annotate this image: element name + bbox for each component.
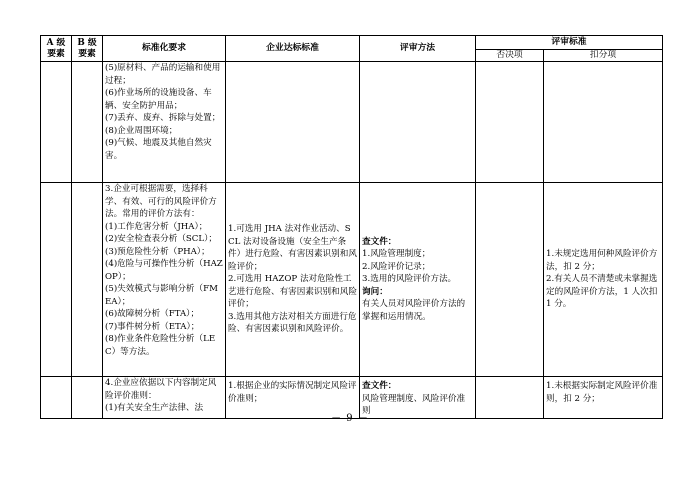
header-deduction-item: 扣分项 [544,50,663,62]
standards-table [40,35,663,419]
a-element-cell [41,183,72,377]
header-veto-item: 否决项 [476,50,544,62]
enterprise-standard-cell: 1.可选用 JHA 法对作业活动、SCL 法对设备设施（安全生产条件）进行危险、有害因素识别和风险评价； 2.可选用 HAZOP 法对危险性工艺进行危险、有害因素识别和风险评价； 3.选用其他方法对相关方面进行危险、有害因素识别和风险评价。 [226,183,360,377]
b-element-cell [72,62,103,183]
a-element-cell [41,62,72,183]
standard-requirement-cell: (5)原材料、产品的运输和使用过程； (6)作业场所的设施设备、车辆、安全防护用品； (7)丢弃、废弃、拆除与处置； (8)企业周围环境； (9)气候、地震及其他自然灾害。 [103,62,226,183]
method-label-inquiry: 询问： [362,286,388,297]
header-standard-requirement: 标准化要求 [103,36,226,62]
header-enterprise-standard: 企业达标标准 [226,36,360,62]
standard-requirement-cell: 3.企业可根据需要，选择科学、有效、可行的风险评价方法。常用的评价方法有： (1)工作危害分析（JHA）； (2)安全检查表分析（SCL）； (3)预危险性分析（PHA）； (4)危险与可操作性分析（HAZOP）； (5)失效模式与影响分析（FMEA）； (6)故障树分析（FTA）； (7)事件树分析（ETA）； (8)作业条件危险性分析（LEC）等方法。 [103,183,226,377]
deduction-cell [544,62,663,183]
header-review-standard: 评审标准 [476,36,663,50]
page-number: － 9 － [331,413,369,424]
header-row [41,36,663,50]
method-body: 1.风险管理制度； 2.风险评价记录； 3.选用的风险评价方法。 [362,249,457,285]
standard-requirement-cell: 4.企业应依据以下内容制定风险评价准则： (1)有关安全生产法律、法 [103,377,226,419]
review-method-cell [360,62,476,183]
enterprise-standard-cell [226,62,360,183]
method-body-inquiry: 有关人员对风险评价方法的掌握和运用情况。 [362,299,466,322]
review-method-cell [360,183,476,377]
table-row [41,62,663,183]
method-label: 查文件： [362,236,397,247]
method-label: 查文件： [362,381,397,391]
deduction-cell: 1.未规定选用何种风险评价方法，扣 2 分； 2.有关人员不清楚或未掌握选定的风险评价方法，1 人次扣 1 分。 [544,183,663,377]
header-review-method: 评审方法 [360,36,476,62]
veto-cell [476,183,544,377]
b-element-cell [72,183,103,377]
veto-cell [476,62,544,183]
enterprise-standard-cell: 1.根据企业的实际情况制定风险评价准则； [226,377,360,419]
deduction-cell: 1.未根据实际制定风险评价准则，扣 2 分； [544,377,663,419]
table-row [41,183,663,377]
header-b-element: B 级 要素 [72,36,103,62]
header-a-element: A 级 要素 [41,36,72,62]
method-body: 风险管理制度、风险评价准则 [362,393,466,416]
